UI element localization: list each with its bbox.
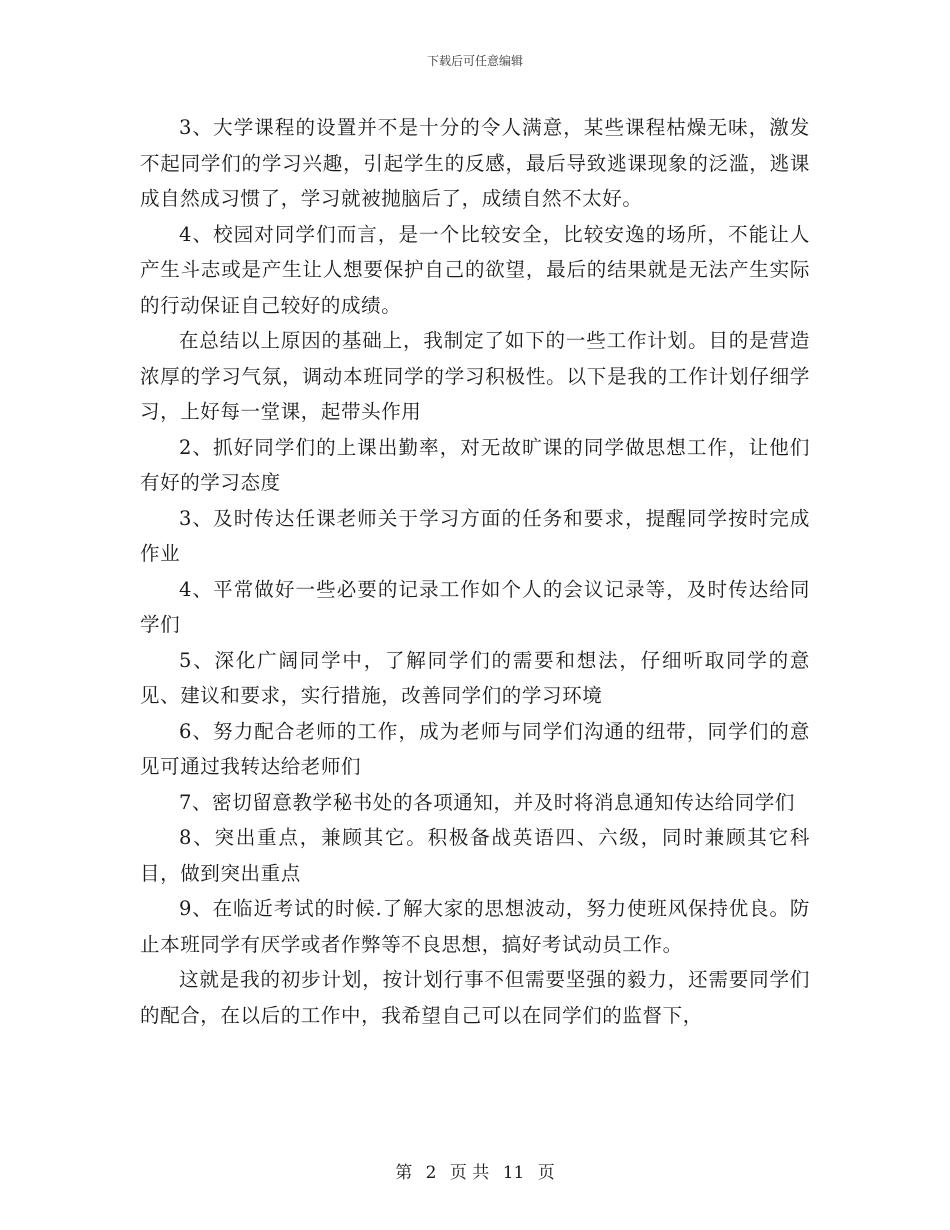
paragraph-4: 2、抓好同学们的上课出勤率，对无故旷课的同学做思想工作，让他们有好的学习态度 — [140, 435, 810, 494]
paragraph-9: 7、密切留意教学秘书处的各项通知，并及时将消息通知传达给同学们 — [179, 790, 796, 814]
paragraph-6: 4、平常做好一些必要的记录工作如个人的会议记录等，及时传达给同学们 — [140, 577, 810, 636]
paragraph-7: 5、深化广阔同学中，了解同学们的需要和想法，仔细听取同学的意见、建议和要求，实行措施，改善同学们的学习环境 — [140, 648, 810, 707]
page-header: 下载后可任意编辑 — [426, 54, 523, 68]
paragraph-8: 6、努力配合老师的工作，成为老师与同学们沟通的纽带，同学们的意见可通过我转达给老师们 — [140, 719, 810, 778]
footer-prefix: 第 — [395, 1163, 413, 1183]
paragraph-5: 3、及时传达任课老师关于学习方面的任务和要求，提醒同学按时完成作业 — [140, 506, 810, 565]
paragraph-10: 8、突出重点，兼顾其它。积极备战英语四、六级，同时兼顾其它科目，做到突出重点 — [140, 826, 810, 885]
footer-current-page: 2 — [425, 1163, 437, 1183]
paragraph-1: 3、大学课程的设置并不是十分的令人满意，某些课程枯燥无味，激发不起同学们的学习兴趣，引起学生的反感，最后导致逃课现象的泛滥，逃课成自然成习惯了，学习就被抛脑后了，成绩自然不太好。 — [140, 116, 810, 210]
paragraph-11: 9、在临近考试的时候.了解大家的思想波动，努力使班风保持优良。防止本班同学有厌学或者作弊等不良思想，搞好考试动员工作。 — [140, 897, 810, 956]
page-footer — [0, 1158, 950, 1183]
paragraph-12: 这就是我的初步计划，按计划行事不但需要坚强的毅力，还需要同学们的配合，在以后的工作中，我希望自己可以在同学们的监督下， — [140, 968, 810, 1027]
footer-suffix: 页 — [537, 1163, 555, 1183]
footer-middle: 页 共 — [449, 1163, 490, 1183]
document-body — [140, 110, 810, 1033]
paragraph-2: 4、校园对同学们而言，是一个比较安全，比较安逸的场所，不能让人产生斗志或是产生让人想要保护自己的欲望，最后的结果就是无法产生实际的行动保证自己较好的成绩。 — [140, 222, 810, 317]
footer-total-pages: 11 — [502, 1163, 525, 1183]
paragraph-3: 在总结以上原因的基础上，我制定了如下的一些工作计划。目的是营造浓厚的学习气氛，调动本班同学的学习积极性。以下是我的工作计划仔细学习，上好每一堂课，起带头作用 — [140, 329, 810, 423]
